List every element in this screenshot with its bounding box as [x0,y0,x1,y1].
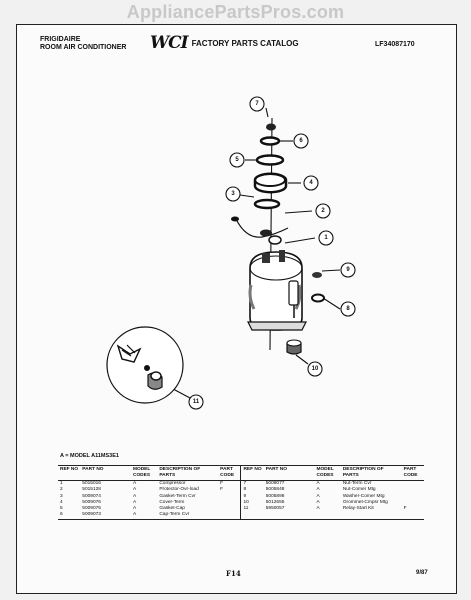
cell-part-no: 5009076 [82,499,101,505]
cell-description: Nut-Comer Mtg [342,487,376,493]
callout-11-label: 11 [192,399,200,405]
model-code-legend: A = MODEL A11MS3E1 [60,453,119,459]
table-row [58,512,424,519]
col-description: DESCRIPTION OF PARTS [157,466,218,481]
callout-3 [226,187,240,201]
brand-line-1: FRIGIDAIRE [40,36,81,43]
cell-part-code: F [218,481,241,488]
callout-6 [294,134,308,148]
callout-5 [230,153,244,167]
callout-6-label: 6 [299,138,303,144]
cell-ref-no: 7 [243,481,247,486]
cell-description: Cap-Term Cvr [157,512,218,519]
cell-part-no: 5009073 [80,512,131,519]
cell-model-code: A [316,506,320,512]
cell-model-code: A [316,499,320,505]
callout-7-label: 7 [255,101,259,107]
parts-table-body [58,481,424,520]
relay-start-kit-detail [107,327,183,403]
callout-4-label: 4 [309,180,313,186]
callout-10 [308,362,322,376]
col-model-codes-2: MODEL CODES [314,466,340,481]
cell-description: Gasket-Term Cvr [159,493,196,499]
cell-description: Protector-Ovr-load [159,487,199,493]
cell-model-code: A [132,487,137,493]
col-part-no-2: PART NO [264,466,315,481]
cell-part-no: 5005848 [265,487,285,493]
callout-2-label: 2 [321,208,325,214]
cell-description: Cover-Term [159,499,185,505]
cell-ref-no: 5 [60,506,63,512]
callout-8 [341,302,355,316]
callout-2 [316,204,330,218]
cell-ref-no: 11 [243,506,249,512]
catalog-title: FACTORY PARTS CATALOG [191,38,299,48]
cell-model-code: A [316,493,320,499]
cell-part-code [402,481,424,488]
cell-part-no: 5950057 [265,506,285,512]
callout-3-label: 3 [231,191,235,197]
cell-part-no: 5005898 [265,493,285,499]
catalog-number: LF34087170 [375,41,415,48]
cell-ref-no: 1 [60,481,63,486]
cell-part-no: 5009074 [82,493,101,499]
callout-10-label: 10 [311,366,319,372]
cell-part-code: F [403,506,407,512]
cell-description: Relay-Start Kit [342,506,374,512]
catalog-date: 9/87 [416,570,428,576]
cell-part-code: F [218,487,241,493]
callout-9-label: 9 [346,267,350,273]
cell-model-code: A [132,506,137,512]
col-model-codes: MODEL CODES [131,466,157,481]
cell-ref-no: 8 [243,487,247,493]
cell-part-no: 5009077 [265,481,285,486]
col-ref-no-2: REF NO [241,466,264,481]
callout-1-label: 1 [324,235,328,241]
callout-1 [319,231,333,245]
watermark: AppliancePartsPros.com [126,2,345,22]
cell-description: Grommet-Cmpsr Mtg [342,499,388,505]
cell-ref-no: 6 [58,512,80,519]
cell-description: Washer-Comer Mtg [342,493,385,499]
cell-ref-no: 9 [243,493,247,499]
col-part-code: PART CODE [218,466,241,481]
parts-table-header [58,466,424,481]
callout-9 [341,263,355,277]
wci-logo: WCI [150,33,188,53]
col-description-2: DESCRIPTION OF PARTS [341,466,402,481]
cell-part-no: 5009075 [82,506,101,512]
cell-description [341,512,402,519]
callout-4 [304,176,318,190]
col-part-no: PART NO [80,466,131,481]
cell-part-no [264,512,315,519]
col-part-code-2: PART CODE [402,466,424,481]
parts-table [58,465,424,520]
cell-ref-no: 10 [243,499,249,505]
cell-part-code [218,512,241,519]
cell-model-code: A [131,512,157,519]
cell-part-no: 5012655 [265,499,285,505]
cell-description: Nut-Term Cvr [342,481,372,486]
cell-part-code [402,512,424,519]
cell-model-code: A [132,493,137,499]
col-ref-no: REF NO [58,466,80,481]
cell-model-code: A [132,481,137,486]
cell-description: Compressor [159,481,186,486]
cell-part-no: 5015016 [82,481,101,486]
cell-ref-no: 4 [60,499,63,505]
cell-part-no: 5015128 [82,487,101,493]
cell-model-code: A [316,481,320,486]
cell-ref-no: 3 [60,493,63,499]
page-number: F14 [226,569,241,578]
callout-11 [189,395,203,409]
callout-5-label: 5 [235,157,239,163]
cell-description: Gasket-Cap [159,506,185,512]
callout-8-label: 8 [346,306,350,312]
callout-7 [250,97,264,111]
cell-model-code [314,512,340,519]
cell-ref-no: 2 [60,487,63,493]
brand-line-2: ROOM AIR CONDITIONER [40,44,127,51]
cell-ref-no [241,512,264,519]
cell-model-code: A [132,499,137,505]
cell-model-code: A [316,487,320,493]
